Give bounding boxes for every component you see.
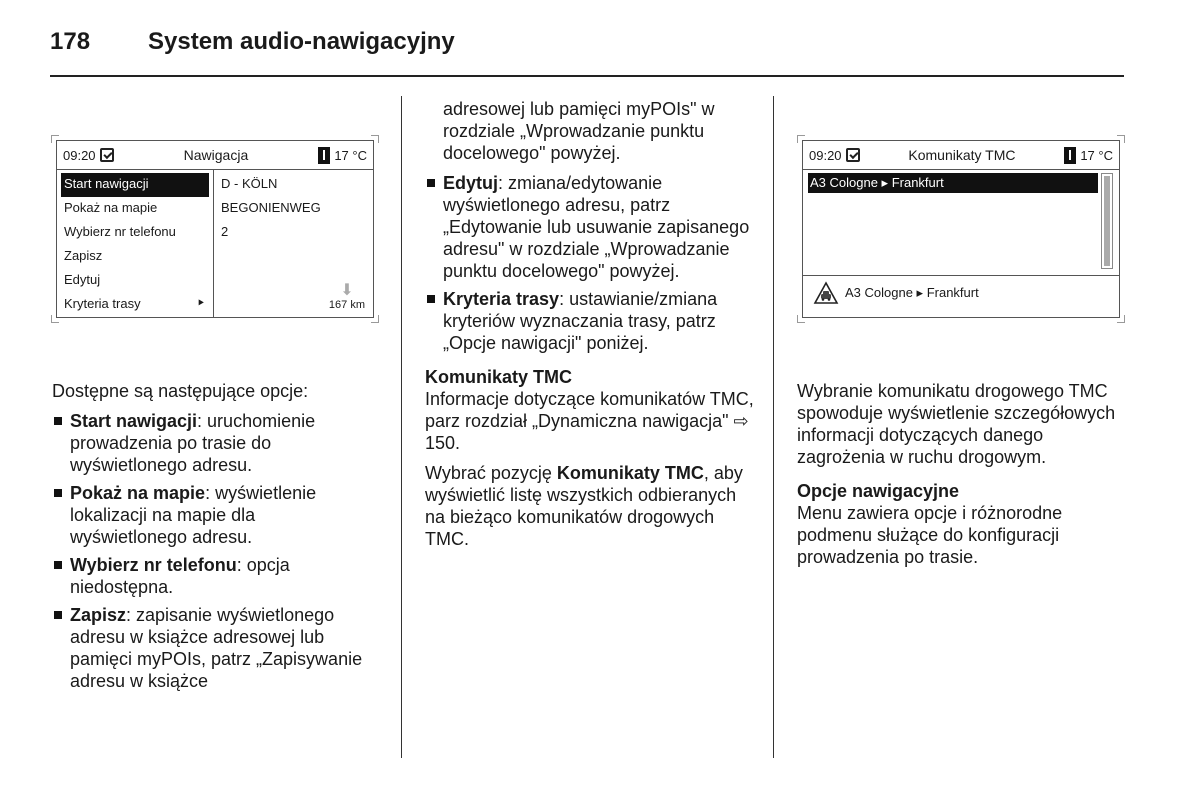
options-list	[425, 172, 755, 354]
term: Start nawigacji	[70, 411, 198, 431]
page-number: 178	[50, 28, 91, 55]
address-city: D - KÖLN	[221, 176, 278, 191]
column-divider-1	[401, 96, 402, 758]
screen-status-bar	[57, 141, 373, 169]
traffic-warning-icon	[813, 281, 839, 305]
frame-corner	[51, 135, 59, 143]
frame-corner	[797, 135, 805, 143]
menu-item-route-criteria[interactable]	[61, 293, 209, 317]
nav-options-paragraph: Menu zawiera opcje i różnorodne podmenu służące do konfiguracji prowadzenia po trasie.	[797, 503, 1063, 567]
page-title: System audio-nawigacyjny	[148, 28, 455, 55]
header-rule	[50, 75, 1124, 77]
list-item	[52, 410, 370, 476]
scrollbar[interactable]	[1101, 173, 1113, 269]
address-number: 2	[221, 224, 229, 239]
list-item	[425, 172, 755, 282]
section-heading-tmc: Komunikaty TMC	[425, 367, 573, 387]
screen-title: Komunikaty TMC	[908, 147, 1016, 163]
column-1	[52, 380, 370, 698]
temperature: 17 °C	[1080, 147, 1113, 163]
frame-corner	[371, 135, 379, 143]
address-street: BEGONIENWEG	[221, 200, 321, 215]
term: Komunikaty TMC	[556, 463, 704, 483]
list-item	[425, 288, 755, 354]
menu-item-edit[interactable]: Edytuj	[64, 272, 101, 287]
term: Zapisz	[70, 605, 127, 625]
description: : zapisanie wyświetlonego adresu w książce adresowej lub pamięci myPOIs, patrz „Zapisywanie adresu w książce	[70, 605, 363, 691]
column-divider-2	[773, 96, 774, 758]
clock-time: 09:20	[63, 147, 96, 163]
frame-corner	[51, 315, 59, 323]
clock-icon	[846, 148, 860, 162]
column-2	[425, 98, 755, 558]
term: Kryteria trasy	[443, 289, 560, 309]
options-list	[52, 410, 370, 692]
list-item	[52, 604, 370, 692]
frame-corner	[797, 315, 805, 323]
list-item	[52, 482, 370, 548]
distance-indicator	[329, 283, 365, 311]
screen-title: Nawigacja	[183, 147, 249, 163]
frame-corner	[1117, 135, 1125, 143]
screen-separator	[803, 275, 1119, 276]
menu-item-label: Kryteria trasy	[64, 296, 141, 311]
screen-status-bar	[803, 141, 1119, 169]
tmc-list-item[interactable]: A3 Cologne ▸ Frankfurt	[808, 173, 1098, 193]
text: , aby wyświetlić listę wszystkich odbieranych na bieżąco komunikatów drogowych TMC.	[425, 463, 743, 549]
options-intro: Dostępne są następujące opcje:	[52, 381, 309, 401]
description: : ustawianie/zmiana kryteriów wyznaczania trasy, patrz „Opcje nawigacji" poniżej.	[443, 289, 718, 353]
term: Wybierz nr telefonu	[70, 555, 237, 575]
frame-corner	[1117, 315, 1125, 323]
tmc-select-paragraph	[425, 462, 755, 550]
description: : zmiana/edytowanie wyświetlonego adresu, patrz „Edytowanie lub usuwanie zapisanego adresu" w rozdziale „Wprowadzanie punktu docelowego" powyżej.	[443, 173, 750, 281]
tmc-screen	[802, 140, 1120, 318]
section-heading-nav-options: Opcje nawigacyjne	[797, 481, 960, 501]
menu-item-save[interactable]: Zapisz	[64, 248, 103, 263]
clock-icon	[100, 148, 114, 162]
description: : opcja niedostępna.	[70, 555, 290, 597]
temperature: 17 °C	[334, 147, 367, 163]
menu-item-dial-phone[interactable]: Wybierz nr telefonu	[64, 224, 176, 239]
tmc-detail-text: A3 Cologne ▸ Frankfurt	[845, 285, 979, 300]
address-info	[221, 173, 321, 245]
navigation-screen	[56, 140, 374, 318]
screen-separator	[803, 169, 1119, 170]
distance-value: 167 km	[328, 299, 365, 311]
thermometer-icon	[1064, 147, 1076, 164]
screen-vertical-divider	[213, 170, 214, 317]
column-3	[797, 380, 1117, 576]
text: Wybrać pozycję	[425, 463, 557, 483]
term: Edytuj	[443, 173, 499, 193]
menu-item-start-navigation[interactable]: Start nawigacji	[61, 173, 209, 197]
tmc-detail	[813, 281, 979, 305]
scrollbar-thumb[interactable]	[1104, 176, 1110, 266]
description: : wyświetlenie lokalizacji na mapie dla wyświetlonego adresu.	[70, 483, 317, 547]
term: Pokaż na mapie	[70, 483, 206, 503]
navigation-menu	[61, 173, 209, 317]
description: : uruchomienie prowadzenia po trasie do wyświetlonego adresu.	[70, 411, 316, 475]
clock-time: 09:20	[809, 147, 842, 163]
list-item	[52, 554, 370, 598]
continuation-text: adresowej lub pamięci myPOIs" w rozdziale „Wprowadzanie punktu docelowego" powyżej.	[443, 99, 715, 163]
submenu-arrow-icon: ⯈	[196, 298, 205, 310]
frame-corner	[371, 315, 379, 323]
tmc-detail-paragraph: Wybranie komunikatu drogowego TMC spowoduje wyświetlenie szczegółowych informacji dotyczących danego zagrożenia w ruchu drogowym.	[797, 381, 1116, 467]
screen-separator	[57, 169, 373, 170]
tmc-info-paragraph: Informacje dotyczące komunikatów TMC, parz rozdział „Dynamiczna nawigacja" ⇨ 150.	[425, 389, 754, 453]
menu-item-show-on-map[interactable]: Pokaż na mapie	[64, 200, 158, 215]
down-arrow-icon: ⬇	[340, 282, 354, 299]
thermometer-icon	[318, 147, 330, 164]
